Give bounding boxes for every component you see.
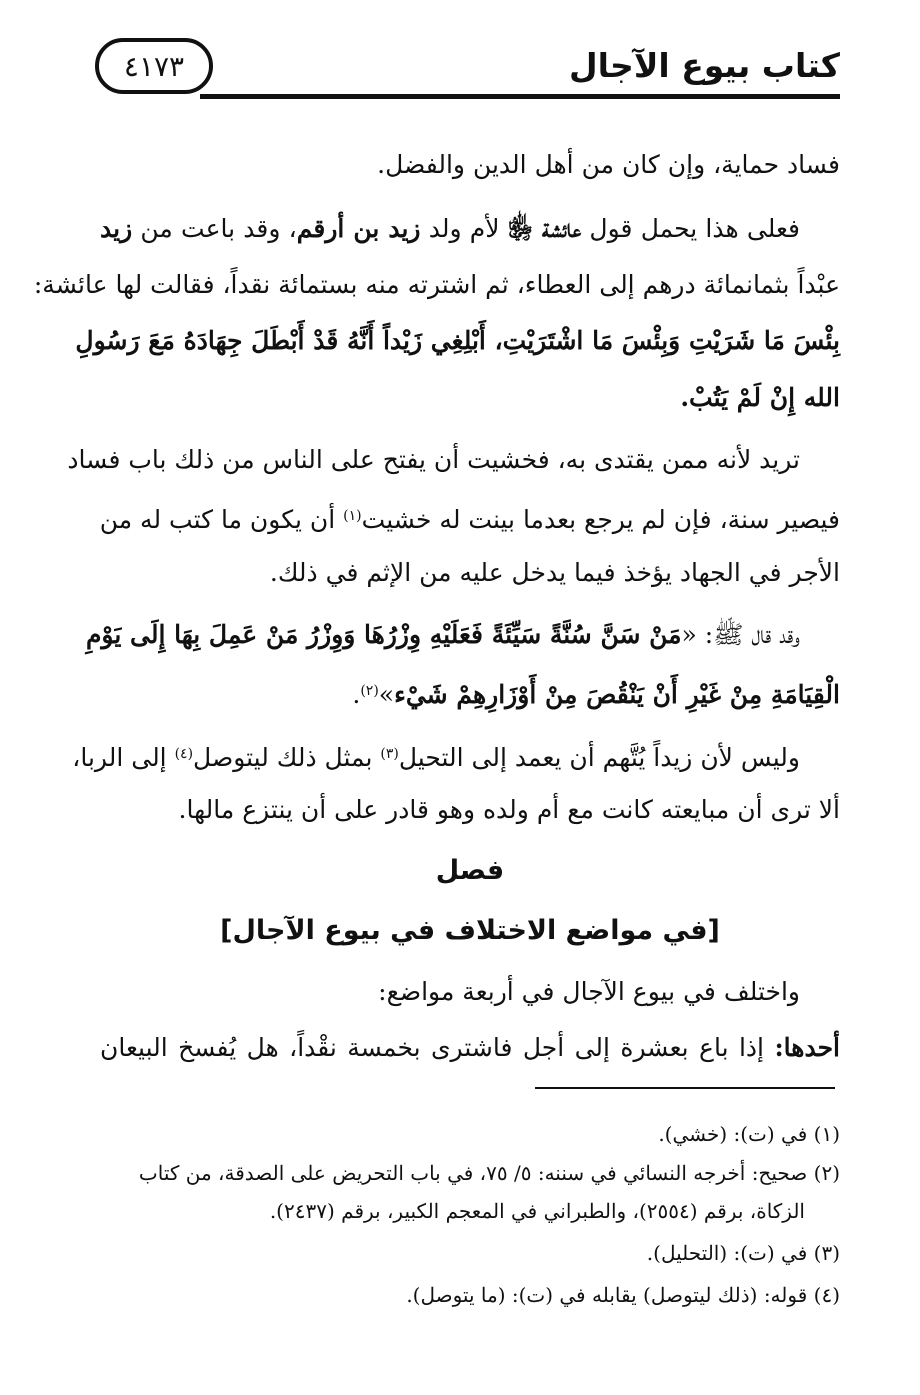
footnote-ref-3: (٣)	[380, 746, 399, 762]
footnote-ref-1: (١)	[343, 508, 362, 524]
enumeration-label: أحدها:	[774, 1033, 840, 1062]
footnote-1: (١) في (ت): (خشي).	[658, 1122, 840, 1146]
paragraph-5-line-1	[72, 734, 800, 778]
paragraph-3-line-3: الأجر في الجهاد يؤخذ فيما يدخل عليه من الإثم في ذلك.	[269, 558, 840, 587]
paragraph-4-line-2	[100, 671, 840, 715]
paragraph-7-line-1	[100, 1028, 840, 1068]
name-zaid: زيد	[100, 214, 133, 243]
paragraph-2-line-1	[100, 209, 800, 249]
text-span: بمثل ذلك ليتوصل	[193, 743, 381, 772]
footnote-2-line-1: (٢) صحيح: أخرجه النسائي في سننه: ٥/ ٧٥، في باب التحريض على الصدقة، من كتاب	[138, 1161, 840, 1185]
name-aisha: عائشة ﵂	[507, 214, 582, 243]
section-subheading: [في مواضع الاختلاف في بيوع الآجال]	[220, 915, 720, 946]
paragraph-2-line-4: الله إِنْ لَمْ يَتُبْ.	[680, 383, 840, 412]
text-span: إلى الربا،	[72, 743, 175, 772]
text-span: ، وقد باعت من	[132, 214, 297, 243]
running-header	[95, 38, 840, 106]
text-span: وليس لأن زيداً يُتَّهم أن يعمد إلى التحيل	[398, 743, 800, 772]
paragraph-3-line-2	[100, 496, 840, 540]
book-title: كتاب بيوع الآجال	[569, 46, 840, 85]
text-line-1: فساد حماية، وإن كان من أهل الدين والفضل.	[377, 150, 840, 179]
text-span: .	[352, 680, 361, 709]
name-zaid-ibn-arqam: زيد بن أرقم	[296, 214, 421, 243]
page-number: ٤١٧٣	[95, 38, 213, 94]
paragraph-3-line-1: تريد لأنه ممن يقتدى به، فخشيت أن يفتح على الناس من ذلك باب فساد	[67, 445, 800, 474]
text-span: فعلى هذا يحمل قول	[581, 214, 801, 243]
section-heading: فصل	[435, 855, 505, 886]
footnote-4: (٤) قوله: (ذلك ليتوصل) يقابله في (ت): (ما يتوصل).	[406, 1283, 840, 1307]
header-rule	[200, 94, 840, 99]
text-span: لأم ولد	[420, 214, 508, 243]
footnote-separator	[535, 1087, 835, 1089]
text-span: وقد قال ﷺ: «	[681, 620, 800, 649]
paragraph-5-line-2: ألا ترى أن مبايعته كانت مع أم ولده وهو قادر على أن ينتزع مالها.	[178, 795, 840, 824]
footnote-ref-2: (٢)	[360, 683, 379, 699]
hadith-text: مَنْ سَنَّ سُنَّةً سَيِّئَةً فَعَلَيْهِ وِزْرُهَا وَوِزْرُ مَنْ عَمِلَ بِهَا إِلَى يَوْمِ	[85, 620, 682, 649]
paragraph-4-line-1	[85, 615, 800, 655]
text-span: فيصير سنة، فإن لم يرجع بعدما بينت له خشيت	[361, 505, 840, 534]
footnote-2-line-2: الزكاة، برقم (٢٥٥٤)، والطبراني في المعجم الكبير، برقم (٢٤٣٧).	[269, 1199, 805, 1223]
text-span: أن يكون ما كتب له من	[99, 505, 344, 534]
hadith-text: الْقِيَامَةِ مِنْ غَيْرِ أَنْ يَنْقُصَ مِنْ أَوْزَارِهِمْ شَيْء	[394, 680, 840, 709]
footnote-3: (٣) في (ت): (التحليل).	[646, 1241, 840, 1265]
text-span: »	[378, 680, 395, 709]
footnote-ref-4: (٤)	[174, 746, 194, 762]
text-span: إذا باع بعشرة إلى أجل فاشترى بخمسة نقْداً، هل يُفسخ البيعان	[100, 1033, 775, 1062]
paragraph-6-line-1: واختلف في بيوع الآجال في أربعة مواضع:	[378, 977, 800, 1006]
paragraph-2-line-2: عبْداً بثمانمائة درهم إلى العطاء، ثم اشترته منه بستمائة نقداً، فقالت لها عائشة:	[33, 270, 840, 299]
paragraph-2-line-3: بِئْسَ مَا شَرَيْتِ وَبِئْسَ مَا اشْتَرَيْتِ، أَبْلِغِي زَيْداً أَنَّهُ قَدْ أَبْطَلَ جِهَادَهُ مَعَ رَسُولِ	[75, 326, 840, 355]
